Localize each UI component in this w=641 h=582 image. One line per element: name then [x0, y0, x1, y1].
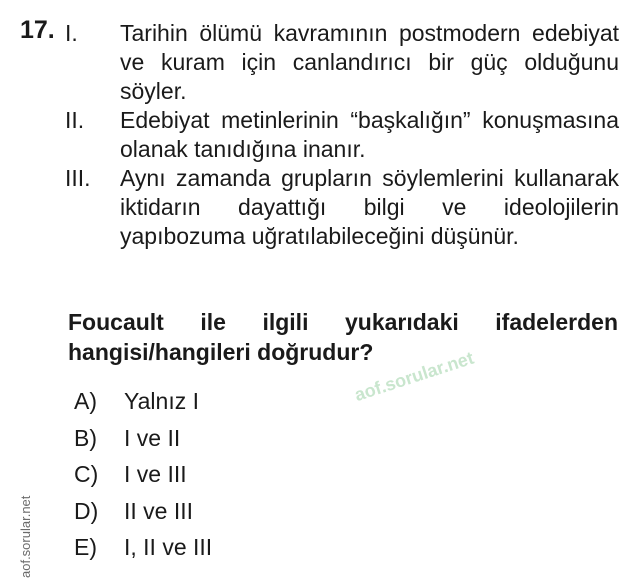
- option-e-letter: E): [74, 534, 97, 560]
- question-prompt: Foucault ile ilgili yukarıdaki ifadelerden hangisi/hangileri doğrudur?: [68, 309, 618, 365]
- side-watermark: aof.sorular.net: [18, 495, 33, 578]
- option-d-text: II ve III: [124, 497, 194, 524]
- statement-2-text: Edebiyat metinlerinin “başkalığın” konuşmasına olanak tanıdığına inanır.: [120, 107, 619, 162]
- statement-3-numeral: III.: [65, 165, 91, 191]
- option-b-text: I ve II: [124, 424, 181, 451]
- center-watermark: aof.sorular.net: [352, 347, 477, 406]
- option-c-letter: C): [74, 461, 99, 487]
- statement-2-numeral: II.: [65, 107, 85, 133]
- option-a-letter: A): [74, 388, 97, 414]
- statement-3: [65, 164, 619, 251]
- statement-1: [65, 19, 619, 106]
- statement-1-numeral: I.: [65, 20, 78, 46]
- option-e-text: I, II ve III: [124, 534, 213, 560]
- statement-2: [65, 106, 619, 164]
- statement-1-text: Tarihin ölümü kavramının postmodern edebiyat ve kuram için canlandırıcı bir güç olduğunu söyler.: [120, 20, 619, 104]
- option-c-text: I ve III: [124, 461, 187, 487]
- option-b-letter: B): [74, 424, 97, 451]
- statement-3-text: Aynı zamanda grupların söylemlerini kullanarak iktidarın dayattığı bilgi ve ideolojilerin yapıbozuma uğratılabileceğini düşünür.: [120, 165, 619, 249]
- question-number: 17.: [20, 16, 55, 44]
- option-a-text: Yalnız I: [124, 388, 199, 414]
- option-d-letter: D): [74, 497, 99, 524]
